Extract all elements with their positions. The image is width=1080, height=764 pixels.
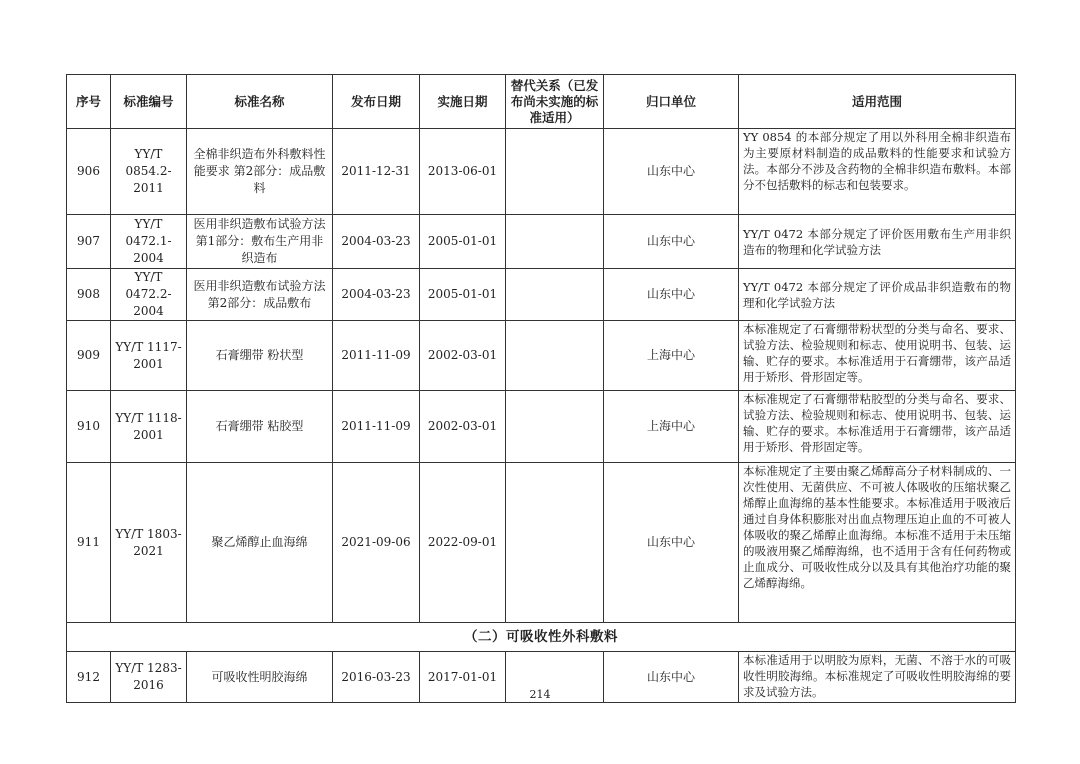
header-implement: 实施日期 [420, 75, 506, 129]
header-publish: 发布日期 [333, 75, 420, 129]
cell-code: YY/T 1118-2001 [111, 391, 187, 463]
cell-seq: 912 [67, 652, 111, 703]
cell-name: 医用非织造敷布试验方法 第1部分：敷布生产用非织造布 [187, 215, 333, 269]
cell-unit: 山东中心 [604, 269, 739, 321]
page-number: 214 [529, 688, 551, 701]
cell-code: YY/T 0472.1-2004 [111, 215, 187, 269]
cell-scope: 本标准规定了石膏绷带粉状型的分类与命名、要求、试验方法、检验规则和标志、使用说明书、包装、运输、贮存的要求。本标准适用于石膏绷带，该产品适用于矫形、骨形固定等。 [739, 321, 1016, 391]
cell-publish: 2016-03-23 [333, 652, 420, 703]
cell-seq: 909 [67, 321, 111, 391]
cell-publish: 2004-03-23 [333, 215, 420, 269]
standards-table [66, 74, 1016, 703]
cell-code: YY/T 1803-2021 [111, 463, 187, 623]
cell-replace [506, 391, 604, 463]
header-unit: 归口单位 [604, 75, 739, 129]
cell-implement: 2013-06-01 [420, 129, 506, 215]
header-name: 标准名称 [187, 75, 333, 129]
cell-name: 医用非织造敷布试验方法 第2部分：成品敷布 [187, 269, 333, 321]
cell-publish: 2021-09-06 [333, 463, 420, 623]
table-row [67, 215, 1016, 269]
cell-publish: 2011-12-31 [333, 129, 420, 215]
cell-implement: 2017-01-01 [420, 652, 506, 703]
table-row [67, 129, 1016, 215]
cell-replace [506, 463, 604, 623]
cell-scope: 本标准规定了石膏绷带粘胶型的分类与命名、要求、试验方法、检验规则和标志、使用说明书、包装、运输、贮存的要求。本标准适用于石膏绷带，该产品适用于矫形、骨形固定等。 [739, 391, 1016, 463]
cell-seq: 908 [67, 269, 111, 321]
cell-name: 聚乙烯醇止血海绵 [187, 463, 333, 623]
cell-implement: 2005-01-01 [420, 269, 506, 321]
cell-scope: 本标准适用于以明胶为原料，无菌、不溶于水的可吸收性明胶海绵。本标准规定了可吸收性明胶海绵的要求及试验方法。 [739, 652, 1016, 703]
header-row [67, 75, 1016, 129]
header-scope: 适用范围 [739, 75, 1016, 129]
cell-replace [506, 215, 604, 269]
cell-implement: 2002-03-01 [420, 321, 506, 391]
cell-scope: YY 0854 的本部分规定了用以外科用全棉非织造布为主要原材料制造的成品敷料的性能要求和试验方法。本部分不涉及含药物的全棉非织造布敷料。本部分不包括敷料的标志和包装要求。 [739, 129, 1016, 215]
cell-unit: 山东中心 [604, 215, 739, 269]
cell-scope: YY/T 0472 本部分规定了评价成品非织造敷布的物理和化学试验方法 [739, 269, 1016, 321]
cell-seq: 906 [67, 129, 111, 215]
cell-replace [506, 129, 604, 215]
cell-code: YY/T 1283-2016 [111, 652, 187, 703]
cell-name: 可吸收性明胶海绵 [187, 652, 333, 703]
cell-unit: 山东中心 [604, 652, 739, 703]
cell-seq: 911 [67, 463, 111, 623]
section-row [67, 623, 1016, 652]
table-row [67, 391, 1016, 463]
cell-unit: 山东中心 [604, 129, 739, 215]
cell-publish: 2011-11-09 [333, 321, 420, 391]
section-title: （二）可吸收性外科敷料 [67, 623, 1016, 652]
cell-code: YY/T 0472.2-2004 [111, 269, 187, 321]
header-code: 标准编号 [111, 75, 187, 129]
cell-name: 石膏绷带 粘胶型 [187, 391, 333, 463]
cell-publish: 2004-03-23 [333, 269, 420, 321]
cell-unit: 上海中心 [604, 391, 739, 463]
cell-scope: 本标准规定了主要由聚乙烯醇高分子材料制成的、一次性使用、无菌供应、不可被人体吸收的压缩状聚乙烯醇止血海绵的基本性能要求。本标准适用于吸液后通过自身体积膨胀对出血点物理压迫止血的不可被人体吸收的聚乙烯醇止血海绵。本标准不适用于未压缩的吸液用聚乙烯醇海绵，也不适用于含有任何药物或止血成分、可吸收性成分以及具有其他治疗功能的聚乙烯醇海绵。 [739, 463, 1016, 623]
cell-code: YY/T 1117-2001 [111, 321, 187, 391]
cell-replace [506, 321, 604, 391]
cell-publish: 2011-11-09 [333, 391, 420, 463]
table-row [67, 321, 1016, 391]
cell-seq: 910 [67, 391, 111, 463]
cell-implement: 2005-01-01 [420, 215, 506, 269]
cell-name: 石膏绷带 粉状型 [187, 321, 333, 391]
header-seq: 序号 [67, 75, 111, 129]
cell-name: 全棉非织造布外科敷料性能要求 第2部分：成品敷料 [187, 129, 333, 215]
cell-implement: 2022-09-01 [420, 463, 506, 623]
cell-unit: 上海中心 [604, 321, 739, 391]
cell-code: YY/T 0854.2-2011 [111, 129, 187, 215]
table-row [67, 463, 1016, 623]
cell-unit: 山东中心 [604, 463, 739, 623]
cell-seq: 907 [67, 215, 111, 269]
cell-scope: YY/T 0472 本部分规定了评价医用敷布生产用非织造布的物理和化学试验方法 [739, 215, 1016, 269]
header-replace: 替代关系（已发布尚未实施的标准适用） [506, 75, 604, 129]
cell-implement: 2002-03-01 [420, 391, 506, 463]
table-row [67, 269, 1016, 321]
cell-replace [506, 269, 604, 321]
